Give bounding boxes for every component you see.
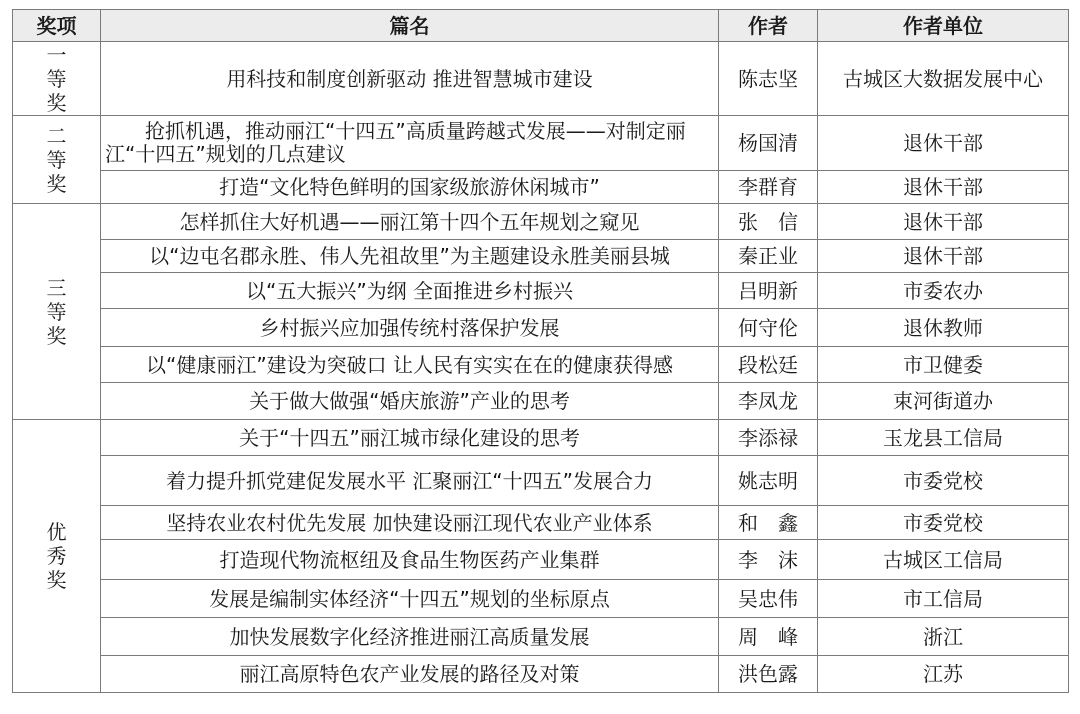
table-row bbox=[13, 580, 1069, 618]
title-cell bbox=[101, 273, 719, 309]
article-title: 打造现代物流枢纽及食品生物医药产业集群 bbox=[219, 547, 600, 572]
title-cell bbox=[101, 656, 719, 693]
header-author: 作者 bbox=[719, 10, 818, 42]
table-row bbox=[13, 383, 1069, 420]
title-cell bbox=[101, 42, 719, 116]
article-title: 以“边屯名郡永胜、伟人先祖故里”为主题建设永胜美丽县城 bbox=[149, 244, 670, 268]
unit-cell: 市委党校 bbox=[818, 506, 1069, 540]
title-cell bbox=[101, 240, 719, 273]
header-title: 篇名 bbox=[101, 10, 719, 42]
author-cell: 张 信 bbox=[719, 204, 818, 240]
header-award: 奖项 bbox=[13, 10, 101, 42]
title-cell bbox=[101, 580, 719, 618]
table-row bbox=[13, 171, 1069, 204]
title-cell bbox=[101, 456, 719, 506]
article-title: 丽江高原特色农产业发展的路径及对策 bbox=[239, 662, 580, 686]
unit-cell: 市工信局 bbox=[818, 580, 1069, 618]
article-title: 以“五大振兴”为纲 全面推进乡村振兴 bbox=[245, 278, 574, 303]
table-row bbox=[13, 656, 1069, 693]
award-level-label: 优秀奖 bbox=[46, 520, 67, 592]
author-cell: 杨国清 bbox=[719, 116, 818, 171]
article-title: 怎样抓住大好机遇——丽江第十四个五年规划之窥见 bbox=[179, 209, 640, 234]
article-title: 加快发展数字化经济推进丽江高质量发展 bbox=[229, 624, 590, 649]
article-title: 关于做大做强“婚庆旅游”产业的思考 bbox=[249, 389, 570, 413]
award-level-label: 二等奖 bbox=[46, 123, 67, 196]
table-header-row bbox=[13, 10, 1069, 42]
author-cell: 李群育 bbox=[719, 171, 818, 204]
award-level-label: 三等奖 bbox=[46, 275, 67, 348]
article-title: 用科技和制度创新驱动 推进智慧城市建设 bbox=[226, 66, 593, 91]
unit-cell: 市卫健委 bbox=[818, 347, 1069, 383]
award-level-cell bbox=[13, 42, 101, 116]
author-cell: 周 峰 bbox=[719, 618, 818, 656]
unit-cell: 退休干部 bbox=[818, 171, 1069, 204]
author-cell: 姚志明 bbox=[719, 456, 818, 506]
author-cell: 吕明新 bbox=[719, 273, 818, 309]
article-title: 打造“文化特色鲜明的国家级旅游休闲城市” bbox=[219, 175, 600, 199]
table-row bbox=[13, 116, 1069, 171]
unit-cell: 江苏 bbox=[818, 656, 1069, 693]
table-row bbox=[13, 204, 1069, 240]
unit-cell: 浙江 bbox=[818, 618, 1069, 656]
table-row bbox=[13, 456, 1069, 506]
unit-cell: 退休干部 bbox=[818, 240, 1069, 273]
author-cell: 段松廷 bbox=[719, 347, 818, 383]
article-title: 发展是编制实体经济“十四五”规划的坐标原点 bbox=[209, 586, 610, 611]
award-level-cell bbox=[13, 116, 101, 204]
table-row bbox=[13, 309, 1069, 347]
unit-cell: 古城区工信局 bbox=[818, 540, 1069, 580]
author-cell: 和 鑫 bbox=[719, 506, 818, 540]
article-title: 关于“十四五”丽江城市绿化建设的思考 bbox=[239, 425, 580, 450]
awards-table bbox=[12, 9, 1069, 693]
author-cell: 吴忠伟 bbox=[719, 580, 818, 618]
table-row bbox=[13, 240, 1069, 273]
title-cell bbox=[101, 204, 719, 240]
title-cell bbox=[101, 347, 719, 383]
article-title: 抢抓机遇，推动丽江“十四五”高质量跨越式发展——对制定丽江“十四五”规划的几点建议 bbox=[105, 119, 686, 166]
unit-cell: 退休干部 bbox=[818, 204, 1069, 240]
author-cell: 李 沫 bbox=[719, 540, 818, 580]
header-unit: 作者单位 bbox=[818, 10, 1069, 42]
author-cell: 秦正业 bbox=[719, 240, 818, 273]
table-row bbox=[13, 347, 1069, 383]
article-title: 以“健康丽江”建设为突破口 让人民有实实在在的健康获得感 bbox=[145, 352, 674, 377]
unit-cell: 玉龙县工信局 bbox=[818, 420, 1069, 456]
table-row bbox=[13, 42, 1069, 116]
title-cell bbox=[101, 540, 719, 580]
table-body bbox=[13, 42, 1069, 693]
title-cell bbox=[101, 383, 719, 420]
table-row bbox=[13, 618, 1069, 656]
title-cell bbox=[101, 171, 719, 204]
title-cell bbox=[101, 618, 719, 656]
article-title: 坚持农业农村优先发展 加快建设丽江现代农业产业体系 bbox=[166, 510, 653, 535]
table-row bbox=[13, 420, 1069, 456]
unit-cell: 市委农办 bbox=[818, 273, 1069, 309]
author-cell: 李凤龙 bbox=[719, 383, 818, 420]
article-title: 乡村振兴应加强传统村落保护发展 bbox=[259, 315, 560, 340]
award-level-cell bbox=[13, 204, 101, 420]
author-cell: 洪色露 bbox=[719, 656, 818, 693]
author-cell: 何守伦 bbox=[719, 309, 818, 347]
unit-cell: 古城区大数据发展中心 bbox=[818, 42, 1069, 116]
title-cell bbox=[101, 309, 719, 347]
title-cell bbox=[101, 420, 719, 456]
award-level-label: 一等奖 bbox=[46, 42, 67, 115]
unit-cell: 退休教师 bbox=[818, 309, 1069, 347]
author-cell: 李添禄 bbox=[719, 420, 818, 456]
unit-cell: 退休干部 bbox=[818, 116, 1069, 171]
author-cell: 陈志坚 bbox=[719, 42, 818, 116]
unit-cell: 市委党校 bbox=[818, 456, 1069, 506]
title-cell bbox=[101, 116, 719, 171]
table-row bbox=[13, 506, 1069, 540]
article-title: 着力提升抓党建促发展水平 汇聚丽江“十四五”发展合力 bbox=[165, 468, 654, 493]
unit-cell: 束河街道办 bbox=[818, 383, 1069, 420]
award-level-cell bbox=[13, 420, 101, 693]
title-cell bbox=[101, 506, 719, 540]
table-row bbox=[13, 540, 1069, 580]
table-row bbox=[13, 273, 1069, 309]
